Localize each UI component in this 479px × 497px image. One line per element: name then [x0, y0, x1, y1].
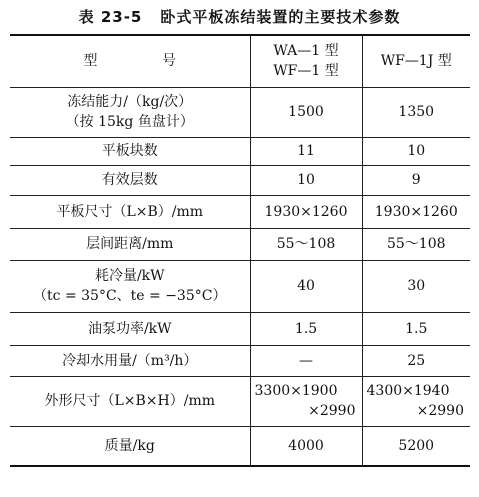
row-label-line2: （tc = 35°C、te = −35°C）	[33, 288, 227, 304]
row-label: 平板尺寸（L×B）/mm	[10, 195, 250, 228]
row-value-1: 40	[250, 260, 362, 312]
row-value-1-line2: ×2990	[308, 403, 356, 419]
row-value-2: 9	[362, 165, 470, 195]
row-value-2: 25	[362, 345, 470, 376]
row-value-2: 5200	[362, 426, 470, 466]
row-value-2: 30	[362, 260, 470, 312]
row-value-1: 1500	[250, 87, 362, 137]
row-label: 质量/kg	[10, 426, 250, 466]
table-caption	[0, 6, 479, 27]
row-value-1: 55～108	[250, 228, 362, 260]
table-row	[10, 228, 470, 260]
row-label	[10, 87, 250, 137]
row-label: 有效层数	[10, 165, 250, 195]
table-row	[10, 137, 470, 165]
row-value-2: 1.5	[362, 312, 470, 345]
row-value-1	[250, 376, 362, 426]
row-value-2: 1350	[362, 87, 470, 137]
row-label-line2: （按 15kg 鱼盘计）	[65, 114, 194, 130]
row-value-1: 11	[250, 137, 362, 165]
row-value-1: 1.5	[250, 312, 362, 345]
header-wf1j-label: WF—1J 型	[380, 53, 452, 70]
row-label: 冷却水用量/（m³/h）	[10, 345, 250, 376]
header-wf1j	[362, 35, 470, 87]
table-row	[10, 195, 470, 228]
table-row	[10, 376, 470, 426]
row-value-2: 55～108	[362, 228, 470, 260]
row-label: 层间距离/mm	[10, 228, 250, 260]
table-row	[10, 426, 470, 466]
header-wa1-label: WA—1 型	[273, 43, 339, 60]
row-value-1: 4000	[250, 426, 362, 466]
row-value-2: 10	[362, 137, 470, 165]
row-label: 油泵功率/kW	[10, 312, 250, 345]
row-value-2-line1: 4300×1940	[366, 383, 450, 399]
row-label: 外形尺寸（L×B×H）/mm	[10, 376, 250, 426]
row-label-line1: 耗冷量/kW	[94, 268, 165, 284]
table-title: 卧式平板冻结装置的主要技术参数	[160, 8, 401, 26]
table-row	[10, 165, 470, 195]
header-wa1-wf1	[250, 35, 362, 87]
table-row	[10, 87, 470, 137]
row-value-1: 1930×1260	[250, 195, 362, 228]
table-number: 表 23-5	[78, 8, 143, 26]
table-row	[10, 260, 470, 312]
table-row	[10, 345, 470, 376]
row-label: 平板块数	[10, 137, 250, 165]
row-value-1: —	[250, 345, 362, 376]
row-value-1-line1: 3300×1900	[254, 383, 338, 399]
row-label	[10, 260, 250, 312]
row-value-2-line2: ×2990	[416, 403, 464, 419]
spec-table	[10, 34, 470, 467]
row-value-2: 1930×1260	[362, 195, 470, 228]
row-label-line1: 冻结能力/（kg/次）	[67, 94, 193, 110]
row-value-1: 10	[250, 165, 362, 195]
row-value-2	[362, 376, 470, 426]
header-model	[10, 35, 250, 87]
table-row	[10, 312, 470, 345]
header-model-label: 型 号	[83, 53, 176, 70]
header-wf1-label: WF—1 型	[273, 63, 339, 80]
header-row	[10, 35, 470, 87]
